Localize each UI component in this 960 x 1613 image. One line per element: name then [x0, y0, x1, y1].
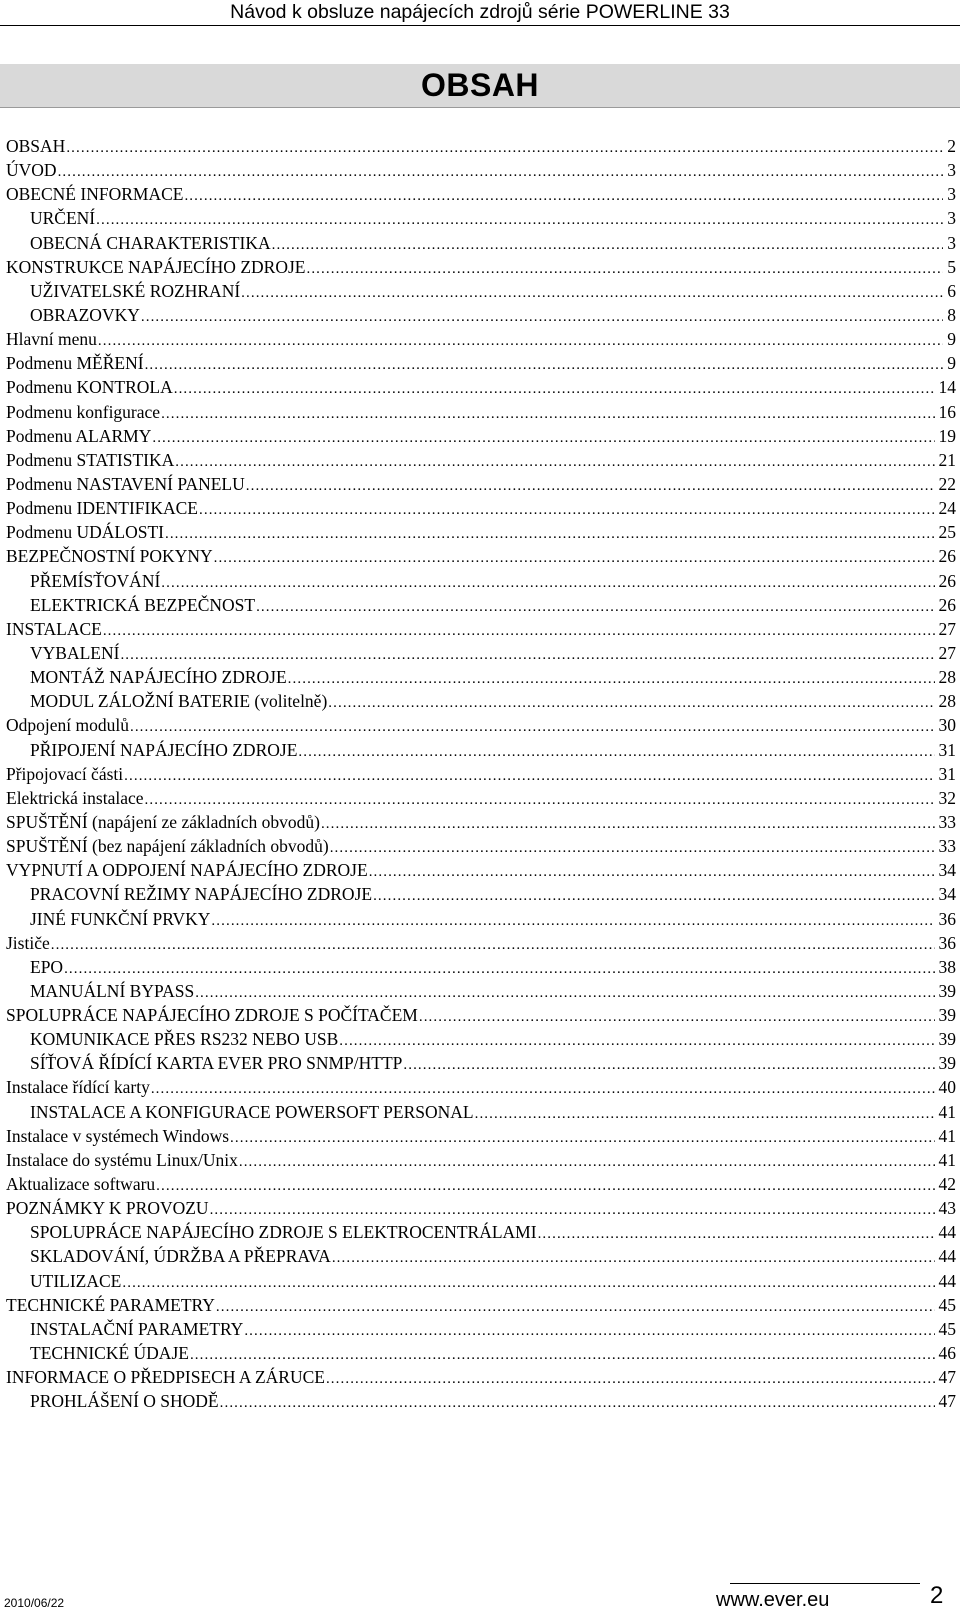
toc-entry-label: Podmenu STATISTIKA	[6, 449, 175, 470]
toc-entry-page: 22	[938, 473, 956, 494]
toc-entry-page: 25	[938, 522, 956, 543]
toc-dot-leader	[103, 619, 935, 643]
toc-entry-label: Odpojení modulů	[6, 715, 129, 736]
toc-entry[interactable]	[6, 762, 956, 786]
toc-entry-label: Jističe	[6, 932, 50, 953]
toc-entry[interactable]	[6, 231, 956, 255]
toc-entry[interactable]	[6, 810, 956, 834]
toc-dot-leader	[96, 208, 943, 232]
toc-entry-page: 39	[938, 980, 956, 1001]
toc-dot-leader	[272, 233, 944, 257]
toc-dot-leader	[241, 281, 943, 305]
toc-entry-label: TECHNICKÉ ÚDAJE	[30, 1343, 189, 1364]
toc-entry-page: 2	[947, 136, 956, 156]
toc-dot-leader	[64, 957, 934, 981]
toc-entry-label: Podmenu ALARMY	[6, 425, 152, 446]
toc-dot-leader	[120, 643, 934, 667]
toc-entry-page: 21	[938, 449, 956, 470]
toc-dot-leader	[246, 474, 935, 498]
toc-entry[interactable]	[6, 713, 956, 737]
toc-entry[interactable]	[6, 520, 956, 544]
toc-entry-page: 39	[938, 1029, 956, 1050]
toc-entry[interactable]	[6, 303, 956, 327]
toc-entry-page: 41	[938, 1125, 956, 1146]
toc-dot-leader	[190, 1343, 935, 1367]
toc-entry-page: 28	[938, 691, 956, 712]
toc-entry[interactable]	[6, 496, 956, 520]
toc-entry-page: 41	[938, 1101, 956, 1122]
toc-entry-label: BEZPEČNOSTNÍ POKYNY	[6, 546, 213, 567]
toc-dot-leader	[145, 788, 935, 812]
toc-entry[interactable]	[6, 1196, 956, 1220]
toc-entry-label: SPOLUPRÁCE NAPÁJECÍHO ZDROJE S POČÍTAČEM	[6, 1005, 418, 1026]
toc-dot-leader	[326, 1367, 935, 1391]
toc-entry-label: JINÉ FUNKČNÍ PRVKY	[30, 908, 211, 929]
toc-entry-page: 9	[947, 353, 956, 374]
toc-dot-leader	[211, 909, 934, 933]
toc-entry[interactable]	[6, 472, 956, 496]
toc-entry-label: PŘEMÍSŤOVÁNÍ	[30, 570, 161, 591]
toc-entry-label: Hlavní menu	[6, 329, 97, 350]
toc-dot-leader	[156, 1174, 934, 1198]
toc-entry[interactable]	[6, 255, 956, 279]
toc-entry[interactable]	[6, 689, 956, 713]
toc-entry-label: Aktualizace softwaru	[6, 1174, 156, 1195]
toc-entry-label: Podmenu UDÁLOSTI	[6, 522, 164, 543]
toc-entry[interactable]	[6, 424, 956, 448]
toc-dot-leader	[174, 377, 935, 401]
toc-entry-page: 42	[938, 1174, 956, 1195]
toc-dot-leader	[184, 184, 943, 208]
toc-dot-leader	[419, 1005, 935, 1029]
toc-entry-label: VYBALENÍ	[30, 642, 120, 663]
footer-date: 2010/06/22	[4, 1596, 65, 1610]
toc-entry-label: SÍŤOVÁ ŘÍDÍCÍ KARTA EVER PRO SNMP/HTTP	[30, 1053, 403, 1074]
toc-entry-page: 33	[938, 836, 956, 857]
toc-entry-page: 36	[938, 932, 956, 953]
toc-entry-label: MANUÁLNÍ BYPASS	[30, 980, 195, 1001]
toc-dot-leader	[306, 257, 943, 281]
toc-entry[interactable]	[6, 1220, 956, 1244]
toc-entry-page: 34	[938, 884, 956, 905]
toc-entry-page: 47	[938, 1391, 956, 1412]
toc-dot-leader	[373, 884, 934, 908]
toc-entry-label: OBECNÉ INFORMACE	[6, 184, 184, 205]
toc-entry-label: SPOLUPRÁCE NAPÁJECÍHO ZDROJE S ELEKTROCENTRÁLAMI	[30, 1222, 537, 1243]
toc-entry[interactable]	[6, 593, 956, 617]
toc-dot-leader	[298, 740, 934, 764]
toc-entry-page: 14	[938, 377, 956, 398]
toc-dot-leader	[161, 571, 934, 595]
toc-entry[interactable]	[6, 158, 956, 182]
toc-entry-page: 32	[938, 787, 956, 808]
toc-dot-leader	[145, 353, 944, 377]
toc-entry[interactable]	[6, 279, 956, 303]
toc-entry-label: KOMUNIKACE PŘES RS232 NEBO USB	[30, 1029, 339, 1050]
footer-url[interactable]: www.ever.eu	[716, 1589, 830, 1611]
toc-entry[interactable]	[6, 858, 956, 882]
toc-entry-page: 28	[938, 667, 956, 688]
toc-entry[interactable]	[6, 1124, 956, 1148]
toc-entry[interactable]	[6, 1341, 956, 1365]
toc-entry-page: 26	[938, 546, 956, 567]
toc-dot-leader	[51, 933, 935, 957]
toc-dot-leader	[369, 860, 935, 884]
toc-entry-page: 39	[938, 1005, 956, 1026]
header-divider	[0, 25, 960, 26]
toc-entry-label: SPUŠTĚNÍ (napájení ze základních obvodů)	[6, 811, 320, 832]
toc-entry-label: Elektrická instalace	[6, 787, 144, 808]
toc-entry-page: 39	[938, 1053, 956, 1074]
toc-entry[interactable]	[6, 955, 956, 979]
toc-dot-leader	[230, 1126, 934, 1150]
toc-dot-leader	[220, 1391, 935, 1415]
toc-dot-leader	[244, 1319, 934, 1343]
toc-entry-label: UŽIVATELSKÉ ROZHRANÍ	[30, 280, 241, 301]
toc-entry-page: 34	[938, 860, 956, 881]
toc-entry-label: Podmenu KONTROLA	[6, 377, 173, 398]
toc-dot-leader	[214, 546, 935, 570]
toc-entry-label: SKLADOVÁNÍ, ÚDRŽBA A PŘEPRAVA	[30, 1246, 331, 1267]
toc-entry[interactable]	[6, 1317, 956, 1341]
toc-entry[interactable]	[6, 327, 956, 351]
toc-entry-page: 30	[938, 715, 956, 736]
toc-dot-leader	[66, 136, 943, 160]
toc-entry[interactable]	[6, 665, 956, 689]
toc-dot-leader	[288, 667, 935, 691]
toc-entry-page: 44	[938, 1246, 956, 1267]
toc-entry[interactable]	[6, 1172, 956, 1196]
toc-dot-leader	[330, 836, 935, 860]
toc-entry-label: OBSAH	[6, 136, 66, 156]
toc-entry-label: Podmenu NASTAVENÍ PANELU	[6, 473, 245, 494]
toc-entry-label: Instalace v systémech Windows	[6, 1125, 230, 1146]
toc-dot-leader	[58, 160, 944, 184]
toc-dot-leader	[141, 305, 943, 329]
toc-entry-page: 5	[947, 256, 956, 277]
toc-dot-leader	[475, 1102, 935, 1126]
toc-dot-leader	[332, 1246, 935, 1270]
toc-dot-leader	[403, 1053, 934, 1077]
toc-entry-label: Podmenu MĚŘENÍ	[6, 353, 144, 374]
toc-entry-page: 36	[938, 908, 956, 929]
toc-entry-label: PROHLÁŠENÍ O SHODĚ	[30, 1391, 219, 1412]
toc-dot-leader	[151, 1077, 935, 1101]
toc-entry-label: INFORMACE O PŘEDPISECH A ZÁRUCE	[6, 1367, 325, 1388]
toc-entry-label: URČENÍ	[30, 208, 96, 229]
footer-divider	[730, 1583, 920, 1584]
toc-entry[interactable]	[6, 1003, 956, 1027]
toc-entry[interactable]	[6, 834, 956, 858]
toc-dot-leader	[165, 522, 935, 546]
toc-entry-label: MODUL ZÁLOŽNÍ BATERIE (volitelně)	[30, 691, 328, 712]
toc-entry-page: 44	[938, 1270, 956, 1291]
toc-entry-page: 3	[947, 160, 956, 181]
table-of-contents	[6, 134, 956, 1413]
toc-entry-page: 45	[938, 1294, 956, 1315]
toc-entry[interactable]	[6, 544, 956, 568]
toc-entry[interactable]	[6, 1244, 956, 1268]
toc-entry[interactable]	[6, 182, 956, 206]
section-title: OBSAH	[0, 64, 960, 108]
toc-entry-page: 44	[938, 1222, 956, 1243]
toc-entry[interactable]	[6, 1027, 956, 1051]
toc-entry[interactable]	[6, 1051, 956, 1075]
toc-entry-page: 9	[947, 329, 956, 350]
toc-entry[interactable]	[6, 375, 956, 399]
toc-dot-leader	[98, 329, 943, 353]
toc-entry[interactable]	[6, 641, 956, 665]
toc-dot-leader	[152, 426, 934, 450]
toc-dot-leader	[321, 812, 935, 836]
toc-entry-label: ÚVOD	[6, 160, 57, 181]
toc-entry[interactable]	[6, 1100, 956, 1124]
toc-entry-page: 19	[938, 425, 956, 446]
toc-entry-label: POZNÁMKY K PROVOZU	[6, 1198, 209, 1219]
toc-entry-page: 3	[947, 208, 956, 229]
toc-dot-leader	[256, 595, 934, 619]
toc-entry-page: 6	[947, 280, 956, 301]
toc-entry[interactable]	[6, 351, 956, 375]
toc-entry-label: Instalace do systému Linux/Unix	[6, 1149, 238, 1170]
toc-entry-page: 3	[947, 232, 956, 253]
toc-entry-label: PŘIPOJENÍ NAPÁJECÍHO ZDROJE	[30, 739, 298, 760]
toc-entry-label: INSTALACE	[6, 618, 102, 639]
toc-entry[interactable]	[6, 448, 956, 472]
toc-entry-page: 41	[938, 1149, 956, 1170]
toc-entry-label: Podmenu konfigurace	[6, 401, 161, 422]
toc-entry-page: 16	[938, 401, 956, 422]
footer-page-number: 2	[930, 1582, 944, 1609]
toc-entry-page: 27	[938, 618, 956, 639]
toc-dot-leader	[175, 450, 934, 474]
toc-entry[interactable]	[6, 1075, 956, 1099]
toc-entry-label: VYPNUTÍ A ODPOJENÍ NAPÁJECÍHO ZDROJE	[6, 860, 368, 881]
toc-entry[interactable]	[6, 786, 956, 810]
toc-entry-label: UTILIZACE	[30, 1270, 122, 1291]
toc-entry[interactable]	[6, 1148, 956, 1172]
toc-dot-leader	[195, 981, 934, 1005]
toc-entry-label: OBECNÁ CHARAKTERISTIKA	[30, 232, 271, 253]
toc-entry-page: 31	[938, 763, 956, 784]
toc-dot-leader	[124, 764, 934, 788]
toc-entry[interactable]	[6, 400, 956, 424]
toc-entry-page: 27	[938, 642, 956, 663]
toc-entry[interactable]	[6, 206, 956, 230]
toc-dot-leader	[239, 1150, 935, 1174]
toc-entry-page: 33	[938, 811, 956, 832]
toc-entry-label: ELEKTRICKÁ BEZPEČNOST	[30, 594, 256, 615]
toc-entry[interactable]	[6, 738, 956, 762]
toc-dot-leader	[216, 1295, 935, 1319]
toc-entry-label: PRACOVNÍ REŽIMY NAPÁJECÍHO ZDROJE	[30, 884, 373, 905]
toc-entry-label: TECHNICKÉ PARAMETRY	[6, 1294, 215, 1315]
toc-entry-page: 3	[947, 184, 956, 205]
toc-entry-label: SPUŠTĚNÍ (bez napájení základních obvodů)	[6, 836, 329, 857]
toc-entry-page: 26	[938, 594, 956, 615]
toc-entry-page: 47	[938, 1367, 956, 1388]
toc-entry-page: 26	[938, 570, 956, 591]
toc-entry[interactable]	[6, 979, 956, 1003]
toc-dot-leader	[199, 498, 935, 522]
toc-entry-label: Instalace řídící karty	[6, 1077, 150, 1098]
toc-entry-label: KONSTRUKCE NAPÁJECÍHO ZDROJE	[6, 256, 306, 277]
toc-dot-leader	[130, 715, 935, 739]
toc-entry[interactable]	[6, 134, 956, 158]
toc-entry[interactable]	[6, 882, 956, 906]
toc-dot-leader	[328, 691, 934, 715]
toc-entry-label: OBRAZOVKY	[30, 304, 140, 325]
page-header: Návod k obsluze napájecích zdrojů série POWERLINE 33	[230, 1, 730, 23]
toc-entry-label: INSTALACE A KONFIGURACE POWERSOFT PERSONAL	[30, 1101, 474, 1122]
toc-entry[interactable]	[6, 1389, 956, 1413]
toc-entry-page: 38	[938, 956, 956, 977]
toc-entry[interactable]	[6, 931, 956, 955]
toc-entry-label: MONTÁŽ NAPÁJECÍHO ZDROJE	[30, 667, 287, 688]
toc-entry-page: 43	[938, 1198, 956, 1219]
toc-entry-page: 8	[947, 304, 956, 325]
toc-entry-label: INSTALAČNÍ PARAMETRY	[30, 1318, 244, 1339]
toc-entry[interactable]	[6, 569, 956, 593]
toc-entry-page: 31	[938, 739, 956, 760]
toc-entry[interactable]	[6, 1293, 956, 1317]
toc-entry[interactable]	[6, 617, 956, 641]
toc-entry[interactable]	[6, 1269, 956, 1293]
toc-entry-label: EPO	[30, 956, 64, 977]
toc-entry-page: 45	[938, 1318, 956, 1339]
toc-dot-leader	[161, 402, 934, 426]
toc-entry[interactable]	[6, 1365, 956, 1389]
toc-entry-label: Podmenu IDENTIFIKACE	[6, 498, 198, 519]
toc-entry-page: 40	[938, 1077, 956, 1098]
toc-entry-label: Připojovací části	[6, 763, 124, 784]
toc-dot-leader	[210, 1198, 935, 1222]
toc-dot-leader	[339, 1029, 934, 1053]
toc-entry[interactable]	[6, 907, 956, 931]
toc-entry-page: 46	[938, 1343, 956, 1364]
toc-entry-page: 24	[938, 498, 956, 519]
toc-dot-leader	[538, 1222, 935, 1246]
toc-dot-leader	[122, 1271, 934, 1295]
